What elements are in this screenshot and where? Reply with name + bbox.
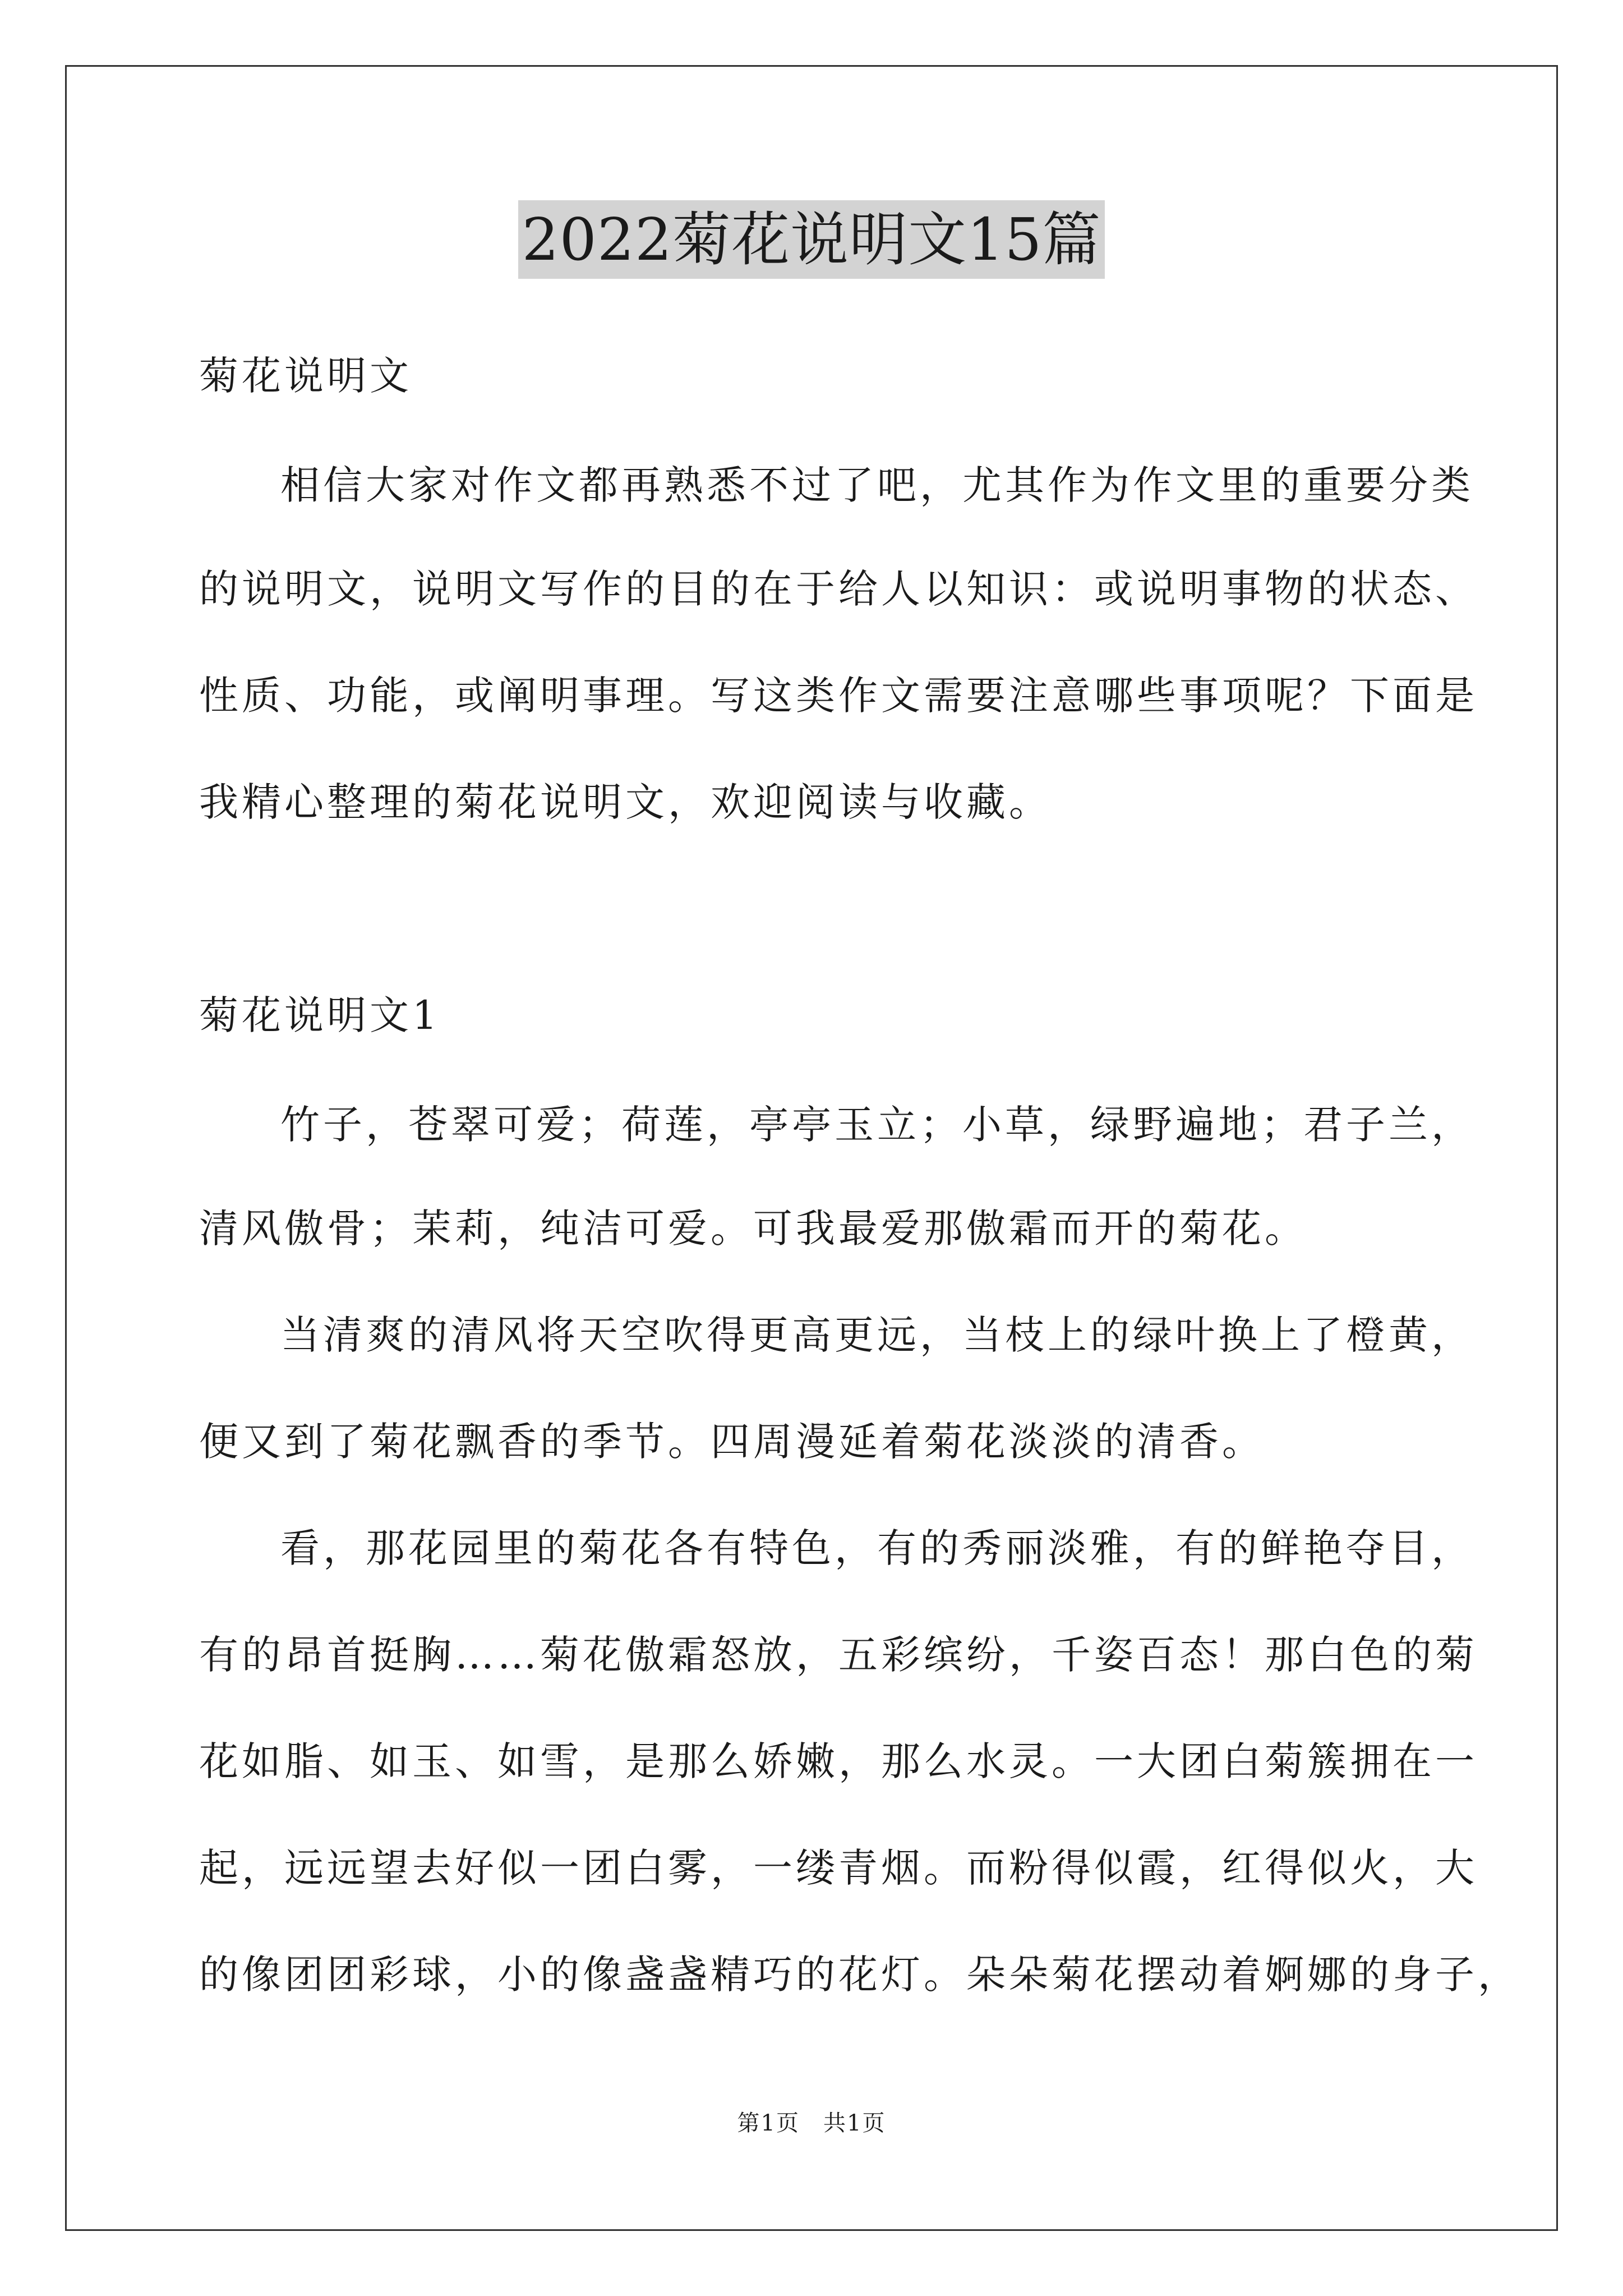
page-footer: 第1页 共1页 [737,2110,886,2136]
title-container [0,200,1623,279]
essay-heading: 菊花说明文1 [199,992,441,1038]
para3-line-3: 花如脂、如玉、如雪，是那么娇嫩，那么水灵。一大团白菊簇拥在一 [199,1738,1478,1784]
para3-line-4: 起，远远望去好似一团白雾，一缕青烟。而粉得似霞，红得似火，大 [199,1845,1478,1891]
para3-line-1: 看，那花园里的菊花各有特色，有的秀丽淡雅，有的鲜艳夺目， [280,1525,1474,1571]
para1-line-1: 竹子，苍翠可爱；荷莲，亭亭玉立；小草，绿野遍地；君子兰， [280,1102,1474,1148]
para3-line-5: 的像团团彩球，小的像盏盏精巧的花灯。朵朵菊花摆动着婀娜的身子， [199,1952,1520,1998]
para2-line-1: 当清爽的清风将天空吹得更高更远，当枝上的绿叶换上了橙黄， [280,1312,1474,1358]
intro-line-3: 性质、功能，或阐明事理。写这类作文需要注意哪些事项呢？下面是 [199,673,1478,719]
section-heading: 菊花说明文 [199,353,412,399]
intro-line-4: 我精心整理的菊花说明文，欢迎阅读与收藏。 [199,779,1052,825]
document-title: 2022菊花说明文15篇 [518,200,1104,279]
intro-line-1: 相信大家对作文都再熟悉不过了吧，尤其作为作文里的重要分类 [280,462,1474,508]
para3-line-2: 有的昂首挺胸……菊花傲霜怒放，五彩缤纷，千姿百态！那白色的菊 [199,1632,1478,1678]
para2-line-2: 便又到了菊花飘香的季节。四周漫延着菊花淡淡的清香。 [199,1419,1265,1465]
para1-line-2: 清风傲骨；茉莉，纯洁可爱。可我最爱那傲霜而开的菊花。 [199,1205,1307,1251]
intro-line-2: 的说明文，说明文写作的目的在于给人以知识：或说明事物的状态、 [199,566,1478,612]
